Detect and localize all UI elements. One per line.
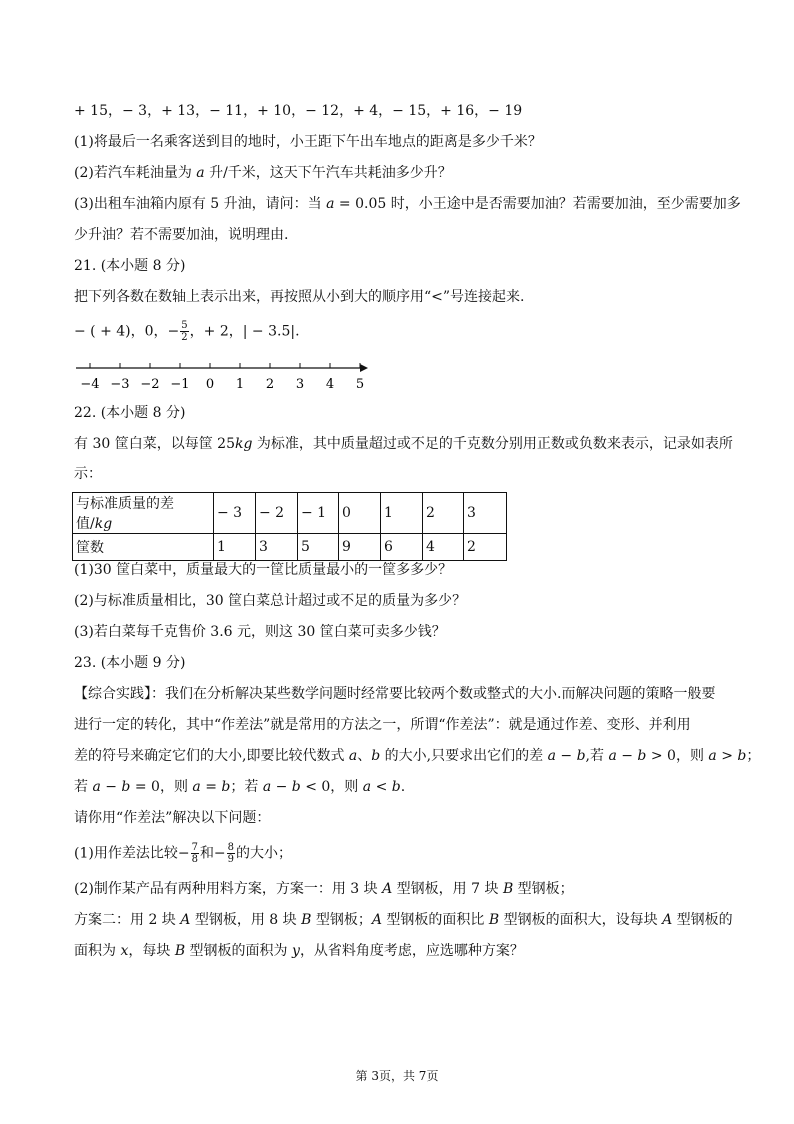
- table-cell: − 1: [298, 493, 339, 534]
- q21-header: 21. (本小题 8 分): [74, 258, 186, 274]
- fraction-seven-eighths: $\frac{7}{8}$: [191, 842, 198, 865]
- cabbage-weight-table: [72, 492, 507, 561]
- number-line-tick-label: 3: [295, 377, 305, 392]
- q23-text-line1: 【综合实践】：我们在分析解决某些数学问题时经常要比较两个数或整式的大小.而解决问题的策略一般要: [74, 686, 716, 702]
- table-cell: 3: [464, 493, 507, 534]
- table-cell: − 3: [214, 493, 256, 534]
- table-cell: 2: [464, 534, 507, 561]
- number-line: [70, 356, 370, 396]
- table-row-label: 与标准质量的差值/kg: [73, 493, 214, 534]
- table-row-baskets: [73, 534, 507, 561]
- q22-stem-line2: 示：: [74, 466, 102, 482]
- number-line-tick-label: 5: [355, 377, 365, 392]
- table-cell: 2: [423, 493, 464, 534]
- q21-number-list: − ( + 4)，0，− $\frac{5}{2}$ ，+ 2，| − 3.5|.: [74, 320, 300, 343]
- q23-part2: (2)制作某产品有两种用料方案，方案一：用 3 块 A 型钢板，用 7 块 B 型钢板；: [74, 881, 574, 897]
- q22-part1: (1)30 筐白菜中，质量最大的一筐比质量最小的一筐多多少？: [74, 562, 453, 578]
- q20-part3-line2: 少升油？若不需要加油，说明理由.: [74, 227, 289, 243]
- table-row-label: 筐数: [73, 534, 214, 561]
- q23-text-line3: 差的符号来确定它们的大小,即要比较代数式 a、b 的大小,只要求出它们的差 a − b,若 a − b > 0，则 a > b；: [74, 748, 761, 764]
- q23-part2-question: 面积为 x，每块 B 型钢板的面积为 y，从省料角度考虑，应选哪种方案？: [74, 943, 524, 959]
- number-line-tick-label: 1: [235, 377, 245, 392]
- table-cell: 4: [423, 534, 464, 561]
- q23-part2-plan2: 方案二：用 2 块 A 型钢板，用 8 块 B 型钢板；A 型钢板的面积比 B 型钢板的面积大，设每块 A 型钢板的: [74, 912, 733, 928]
- table-cell: 3: [256, 534, 298, 561]
- fraction-five-halves: $\frac{5}{2}$: [181, 320, 188, 343]
- q23-part1: (1)用作差法比较− $\frac{7}{8}$ 和− $\frac{8}{9}$ 的大小；: [74, 842, 293, 865]
- table-cell: 0: [339, 493, 381, 534]
- number-line-tick-label: 0: [205, 377, 215, 392]
- q20-part2: (2)若汽车耗油量为 a 升/千米，这天下午汽车共耗油多少升？: [74, 165, 452, 181]
- number-line-tick-label: −2: [140, 377, 160, 392]
- q23-text-line2: 进行一定的转化，其中“作差法”就是常用的方法之一，所谓“作差法”：就是通过作差、变形、并利用: [74, 717, 691, 733]
- q23-text-line4: 若 a − b = 0，则 a = b；若 a − b < 0，则 a < b.: [74, 779, 406, 795]
- trip-values: + 15，− 3，+ 13，− 11，+ 10，− 12，+ 4，− 15，+ 16，− 19: [74, 103, 523, 119]
- table-cell: 1: [381, 493, 423, 534]
- number-line-tick-label: −4: [80, 377, 100, 392]
- table-cell: 5: [298, 534, 339, 561]
- q22-header: 22. (本小题 8 分): [74, 405, 186, 421]
- q20-part1: (1)将最后一名乘客送到目的地时，小王距下午出车地点的距离是多少千米？: [74, 134, 542, 150]
- number-line-arrow-icon: [360, 364, 368, 372]
- number-line-tick-label: 2: [265, 377, 275, 392]
- q21-instruction: 把下列各数在数轴上表示出来，再按照从小到大的顺序用“<”号连接起来.: [74, 289, 525, 305]
- q23-header: 23. (本小题 9 分): [74, 655, 186, 671]
- q22-part2: (2)与标准质量相比，30 筐白菜总计超过或不足的质量为多少？: [74, 593, 467, 609]
- number-line-tick-label: 4: [325, 377, 335, 392]
- q22-part3: (3)若白菜每千克售价 3.6 元，则这 30 筐白菜可卖多少钱？: [74, 624, 446, 640]
- table-cell: − 2: [256, 493, 298, 534]
- table-cell: 1: [214, 534, 256, 561]
- table-row-difference: [73, 493, 507, 534]
- table-cell: 9: [339, 534, 381, 561]
- number-line-labels: [80, 377, 364, 392]
- number-line-tick-label: −1: [170, 377, 190, 392]
- fraction-eight-ninths: $\frac{8}{9}$: [227, 842, 235, 865]
- q22-stem-line1: 有 30 筐白菜，以每筐 25kg 为标准，其中质量超过或不足的千克数分别用正数或负数来表示，记录如表所: [74, 436, 733, 452]
- q23-prompt: 请你用“作差法”解决以下问题：: [74, 810, 271, 826]
- table-cell: 6: [381, 534, 423, 561]
- q20-part3-line1: (3)出租车油箱内原有 5 升油，请问：当 a = 0.05 时，小王途中是否需要加油？若需要加油，至少需要加多: [74, 196, 741, 212]
- page-footer: 第 3页，共 7页: [355, 1069, 439, 1083]
- number-line-tick-label: −3: [110, 377, 130, 392]
- number-line-ticks: [90, 363, 360, 368]
